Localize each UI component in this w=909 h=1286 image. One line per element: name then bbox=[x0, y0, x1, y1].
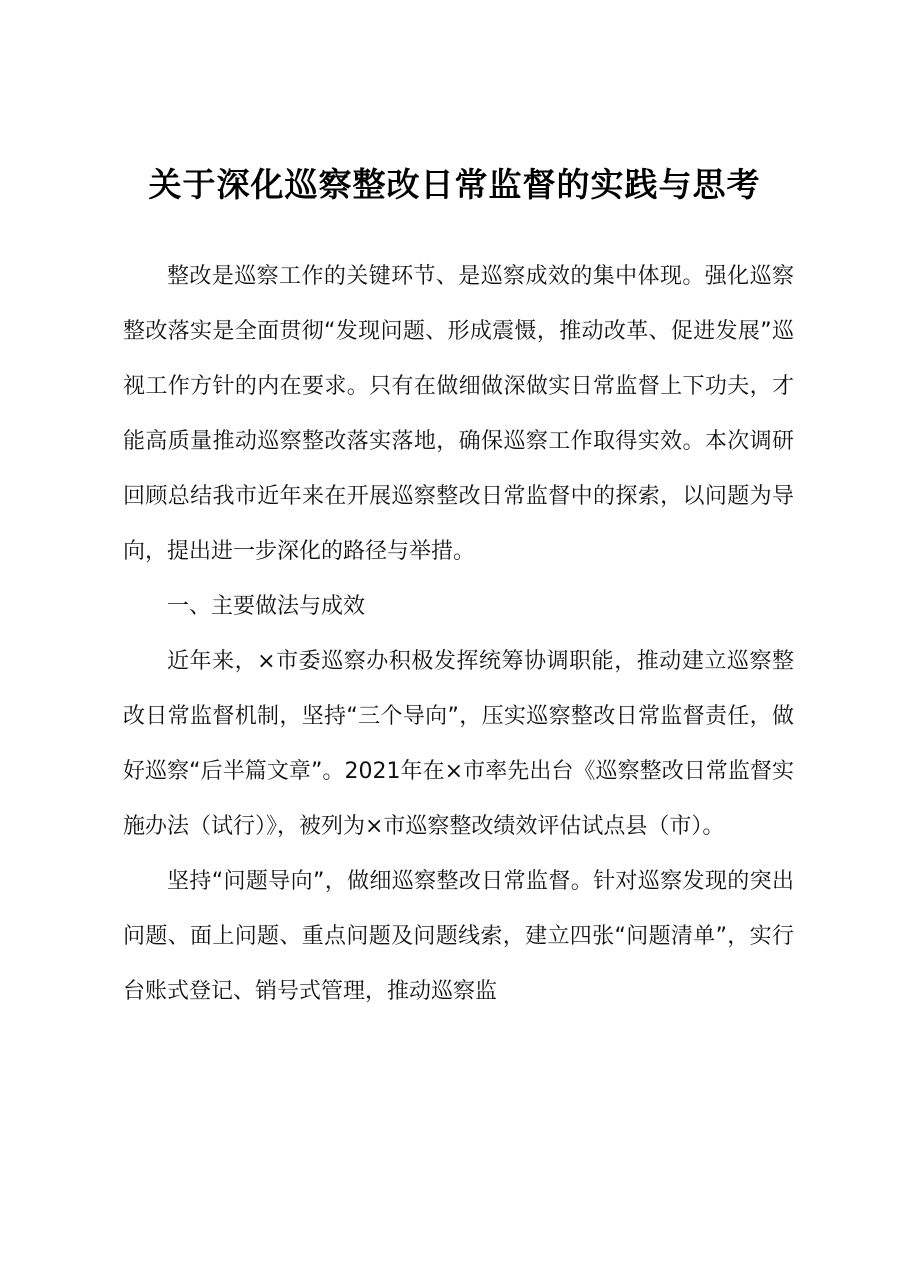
section-heading: 一、主要做法与成效 bbox=[167, 594, 366, 619]
paragraph-intro: 整改是巡察工作的关键环节、是巡察成效的集中体现。强化巡察整改落实是全面贯彻“发现问题、形成震慑，推动改革、促进发展”巡视工作方针的内在要求。只有在做细做深做实日常监督上下功夫，才能高质量推动巡察整改落实落地，确保巡察工作取得实效。本次调研回顾总结我市近年来在开展巡察整改日常监督中的探索，以问题为导向，提出进一步深化的路径与举措。 bbox=[123, 264, 794, 564]
paragraph-practices: 近年来，×市委巡察办积极发挥统筹协调职能，推动建立巡察整改日常监督机制，坚持“三个导向”，压实巡察整改日常监督责任，做好巡察“后半篇文章”。2021年在×市率先出台《巡察整改日常监督实施办法（试行）》，被列为×市巡察整改绩效评估试点县（市）。 bbox=[123, 649, 794, 839]
document-body bbox=[123, 249, 794, 1019]
document-title: 关于深化巡察整改日常监督的实践与思考 bbox=[148, 165, 761, 204]
paragraph-problem-oriented: 坚持“问题导向”，做细巡察整改日常监督。针对巡察发现的突出问题、面上问题、重点问题及问题线索，建立四张“问题清单”，实行台账式登记、销号式管理，推动巡察监 bbox=[123, 869, 794, 1004]
